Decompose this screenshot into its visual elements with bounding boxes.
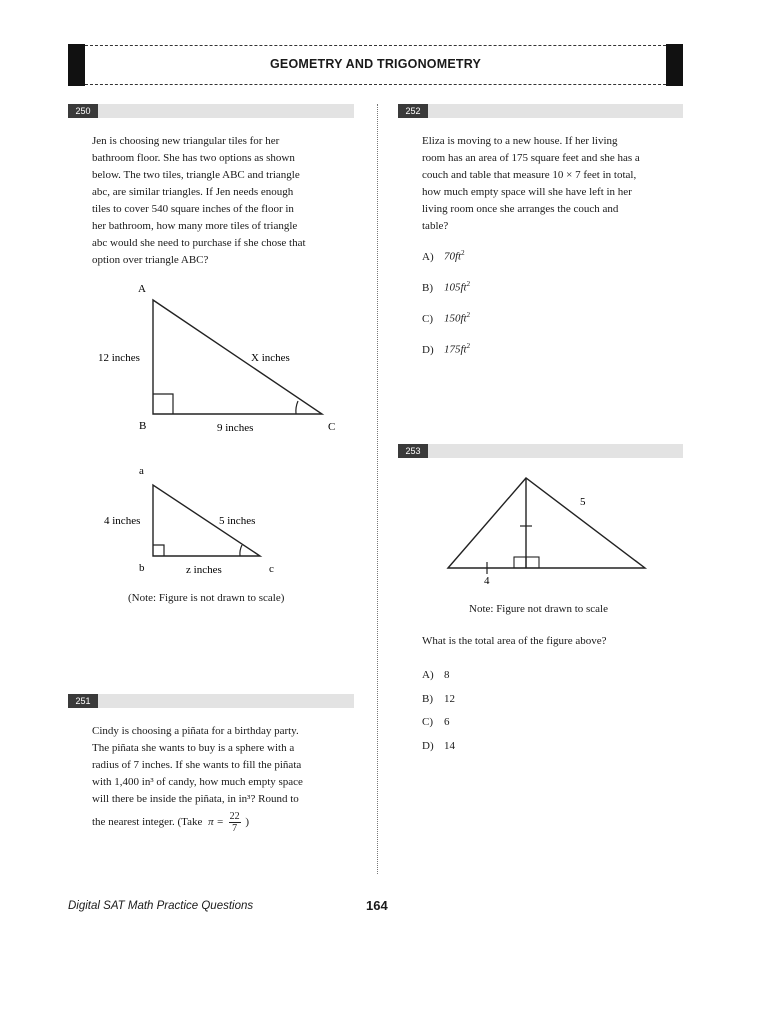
- triangle-abc-figure: [98, 283, 335, 434]
- option-label: A): [422, 669, 434, 681]
- text-line-with-fraction: [92, 811, 360, 834]
- side-label-bc: 9 inches: [217, 422, 254, 434]
- angle-arc-marker: [296, 401, 298, 414]
- option-label: A): [422, 250, 434, 263]
- fraction-denominator: 7: [232, 823, 238, 834]
- vertex-label-C: C: [328, 421, 336, 433]
- question-253-header: [398, 444, 683, 458]
- answer-option-d[interactable]: [422, 342, 470, 356]
- option-value: 150ft: [444, 312, 467, 325]
- question-number: 253: [398, 444, 428, 458]
- triangle-253-figure: [448, 478, 645, 587]
- text-line: abc, are similar triangles. If Jen needs enough: [92, 186, 294, 198]
- question-251-header: [68, 694, 354, 708]
- text-line: Eliza is moving to a new house. If her living: [422, 135, 618, 147]
- option-label: D): [422, 343, 434, 356]
- section-title: GEOMETRY AND TRIGONOMETRY: [269, 57, 482, 71]
- option-exponent: 2: [466, 342, 471, 350]
- side-label-ab: 12 inches: [98, 352, 140, 364]
- text-line: will there be inside the piñata, in in³? Round to: [92, 793, 299, 805]
- text-line: living room once she arranges the couch and: [422, 203, 619, 215]
- text-line: below. The two tiles, triangle ABC and triangle: [92, 169, 300, 181]
- option-value: 70ft: [444, 250, 462, 263]
- side-label-small-ab: 4 inches: [104, 515, 141, 527]
- answer-option-c[interactable]: [422, 716, 450, 728]
- option-label: C): [422, 716, 433, 728]
- option-value: 175ft: [444, 343, 467, 356]
- text-line: Cindy is choosing a piñata for a birthday party.: [92, 725, 299, 737]
- option-exponent: 2: [461, 249, 465, 257]
- text-line: room has an area of 175 square feet and she has a: [422, 152, 640, 164]
- side-label-5: 5: [580, 496, 586, 508]
- text-fragment: ): [245, 816, 250, 829]
- vertex-label-a: a: [139, 465, 144, 477]
- vertex-label-b: b: [139, 562, 145, 574]
- option-exponent: 2: [466, 280, 471, 288]
- text-line: The piñata she wants to buy is a sphere with a: [92, 742, 295, 754]
- question-number: 251: [68, 694, 98, 708]
- vertex-label-B: B: [139, 420, 147, 432]
- text-line: couch and table that measure 10 × 7 feet in total,: [422, 169, 637, 181]
- triangle-abc-shape: [153, 300, 322, 414]
- figure-note-253: Note: Figure not drawn to scale: [469, 603, 608, 615]
- text-fragment: the nearest integer. (Take: [92, 816, 203, 829]
- pi-symbol: π =: [208, 816, 224, 829]
- option-label: C): [422, 312, 433, 325]
- triangle-small-abc-figure: [104, 465, 274, 576]
- fraction-numerator: 22: [229, 811, 240, 822]
- answer-option-c[interactable]: [422, 311, 470, 325]
- option-exponent: 2: [466, 311, 471, 319]
- question-251-text: [92, 723, 360, 834]
- option-label: B): [422, 693, 433, 705]
- text-line: Jen is choosing new triangular tiles for her: [92, 135, 280, 147]
- text-line: bathroom floor. She has two options as shown: [92, 152, 295, 164]
- page-number: 164: [366, 898, 388, 913]
- right-angle-marker: [153, 394, 173, 414]
- text-line: abc would she need to purchase if she chose that: [92, 237, 306, 249]
- answer-option-a[interactable]: [422, 249, 465, 263]
- question-252-text: [422, 133, 684, 235]
- answer-option-b[interactable]: [422, 693, 455, 705]
- vertex-label-c: c: [269, 563, 274, 575]
- side-label-small-ac: 5 inches: [219, 515, 256, 527]
- right-angle-marker-right: [526, 557, 539, 568]
- option-value: 6: [444, 716, 450, 728]
- right-angle-marker: [153, 545, 164, 556]
- answer-option-d[interactable]: [422, 740, 455, 752]
- text-line: her bathroom, how many more tiles of triangle: [92, 220, 298, 232]
- figure-note-250: (Note: Figure is not drawn to scale): [128, 592, 285, 604]
- answer-option-a[interactable]: [422, 669, 450, 681]
- text-line: radius of 7 inches. If she wants to fill the piñata: [92, 759, 302, 771]
- text-line: with 1,400 in³ of candy, how much empty space: [92, 776, 303, 788]
- side-label-ac: X inches: [251, 352, 290, 364]
- question-252-header: [398, 104, 683, 118]
- right-angle-marker-left: [514, 557, 526, 568]
- option-value: 8: [444, 669, 450, 681]
- question-number: 250: [68, 104, 98, 118]
- book-title: Digital SAT Math Practice Questions: [68, 900, 254, 912]
- pi-fraction: [229, 811, 241, 834]
- vertex-label-A: A: [138, 283, 146, 295]
- text-line: tiles to cover 540 square inches of the floor in: [92, 203, 294, 215]
- side-label-small-bc: z inches: [186, 564, 222, 576]
- option-value: 12: [444, 693, 455, 705]
- text-line: how much empty space will she have left in her: [422, 186, 632, 198]
- side-label-4: 4: [484, 575, 490, 587]
- option-label: D): [422, 740, 434, 752]
- answer-option-b[interactable]: [422, 280, 470, 294]
- question-number: 252: [398, 104, 428, 118]
- text-line: table?: [422, 220, 449, 232]
- option-value: 105ft: [444, 281, 467, 294]
- text-line: option over triangle ABC?: [92, 254, 209, 266]
- option-value: 14: [444, 740, 455, 752]
- angle-arc-marker: [240, 545, 242, 556]
- option-label: B): [422, 281, 433, 294]
- triangle-253-shape: [448, 478, 645, 568]
- question-253-text: What is the total area of the figure above?: [422, 635, 607, 647]
